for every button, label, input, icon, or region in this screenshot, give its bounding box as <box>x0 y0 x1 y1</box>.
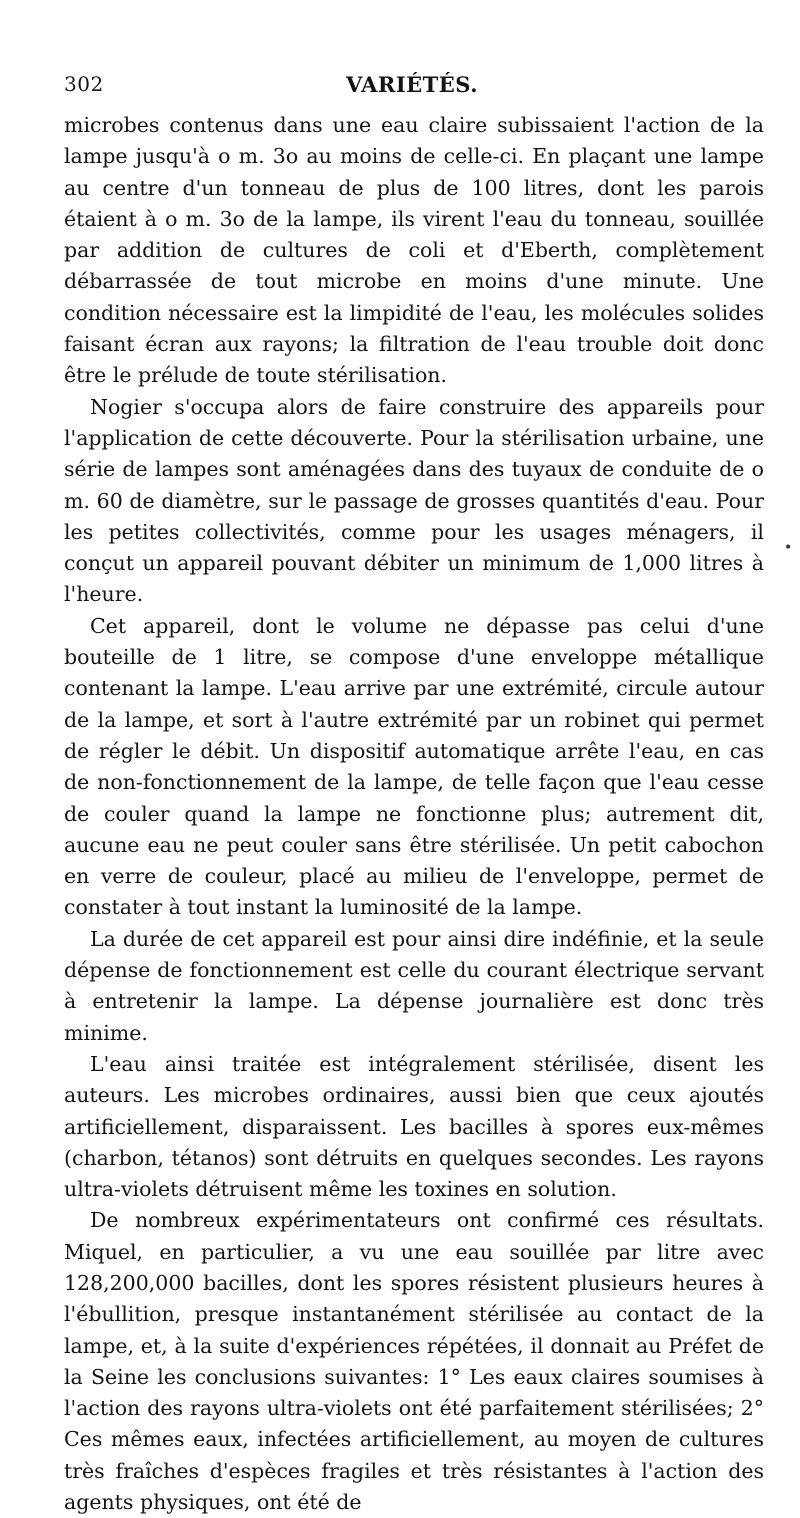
paragraph: De nombreux expérimentateurs ont confirmé ces résultats. Miquel, en particulier, a vu une eau souillée par litre avec 128,200,000 bacilles, dont les spores résistent plusieurs heures à l'ébullition, presque instantanément stérilisée au contact de la lampe, et, à la suite d'expériences répétées, il donnait au Préfet de la Seine les conclusions suivantes: 1° Les eaux claires soumises à l'action des rayons ultra-violets ont été parfaitement stérilisées; 2° Ces mêmes eaux, infectées artificiellement, au moyen de cultures très fraîches d'espèces fragiles et très résistantes à l'action des agents physiques, ont été de <box>64 1208 764 1515</box>
body-text <box>64 110 764 1518</box>
running-title: VARIÉTÉS. <box>345 72 479 97</box>
margin-mark: • <box>784 540 793 556</box>
paragraph-continuation: microbes contenus dans une eau claire subissaient l'action de la lampe jusqu'à o m. 3o au moins de celle-ci. En plaçant une lampe au centre d'un tonneau de plus de 100 litres, dont les parois étaient à o m. 3o de la lampe, ils virent l'eau du tonneau, souillée par addition de cultures de coli et d'Eberth, complètement débarrassée de tout microbe en moins d'une minute. Une condition nécessaire est la limpidité de l'eau, les molécules solides faisant écran aux rayons; la filtration de l'eau trouble doit donc être le prélude de toute stérilisation. <box>64 113 764 388</box>
paragraph: La durée de cet appareil est pour ainsi dire indéfinie, et la seule dépense de fonctionnement est celle du courant électrique servant à entretenir la lampe. La dépense journalière est donc très minime. <box>64 926 764 1045</box>
paragraph: Nogier s'occupa alors de faire construire des appareils pour l'application de cette découverte. Pour la stérilisation urbaine, une série de lampes sont aménagées dans des tuyaux de conduite de o m. 60 de diamètre, sur le passage de grosses quantités d'eau. Pour les petites collectivités, comme pour les usages ménagers, il conçut un appareil pouvant débiter un minimum de 1,000 litres à l'heure. <box>64 394 764 607</box>
page-header <box>64 66 760 110</box>
page-number: 302 <box>64 72 104 96</box>
paragraph: Cet appareil, dont le volume ne dépasse pas celui d'une bouteille de 1 litre, se compose d'une enveloppe métallique contenant la lampe. L'eau arrive par une extrémité, circule autour de la lampe, et sort à l'autre extrémité par un robinet qui permet de régler le débit. Un dispositif automatique arrête l'eau, en cas de non-fonctionnement de la lampe, de telle façon que l'eau cesse de couler quand la lampe ne fonctionne plus; autrement dit, aucune eau ne peut couler sans être stérilisée. Un petit cabochon en verre de couleur, placé au milieu de l'enveloppe, permet de constater à tout instant la luminosité de la lampe. <box>64 613 764 920</box>
paragraph: L'eau ainsi traitée est intégralement stérilisée, disent les auteurs. Les microbes ordinaires, aussi bien que ceux ajoutés artificiellement, disparaissent. Les bacilles à spores eux-mêmes (charbon, tétanos) sont détruits en quelques secondes. Les rayons ultra-violets détruisent même les toxines en solution. <box>64 1051 764 1202</box>
